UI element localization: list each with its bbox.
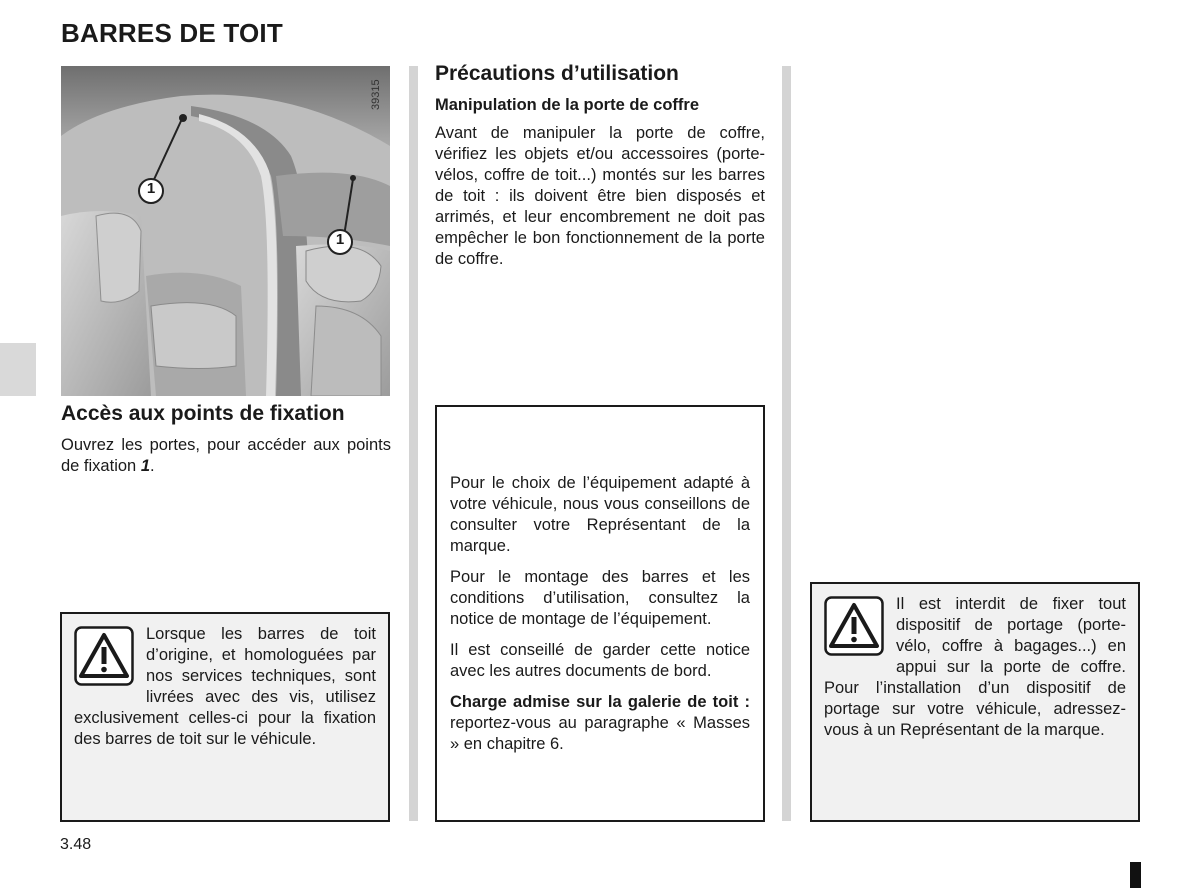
text-run: reportez-vous au paragraphe « Masses » en chapitre 6.: [450, 714, 750, 753]
warning-box: [810, 582, 1140, 822]
fixation-access-text: [61, 435, 391, 477]
info-paragraph: Pour le montage des barres et les conditions d’utilisation, consultez la notice de montage de l’équipement.: [450, 568, 750, 628]
info-paragraph: [450, 692, 750, 755]
info-paragraph: Il est conseillé de garder cette notice avec les autres documents de bord.: [450, 641, 750, 680]
sub-heading: Manipulation de la porte de coffre: [435, 96, 700, 114]
reference-number: 1: [140, 457, 150, 475]
section-heading: Accès aux points de fixation: [61, 402, 345, 425]
column-divider: [782, 66, 791, 821]
page-marker: [1130, 862, 1141, 888]
info-paragraph: Pour le choix de l’équipement adapté à votre véhicule, nous vous conseillons de consulter votre Représentant de la marque.: [450, 474, 750, 555]
text-run: Ouvrez les portes, pour accéder aux points de fixation: [61, 436, 391, 475]
page-number: 3.48: [60, 836, 92, 853]
bold-lead: Charge admise sur la galerie de toit :: [450, 693, 750, 711]
warning-triangle-icon: [824, 596, 884, 656]
middle-column: [435, 62, 765, 270]
callout-label: 1: [146, 180, 156, 197]
precaution-text: Avant de manipuler la porte de coffre, vérifiez les objets et/ou accessoires (porte-vélos, coffre de toit...) montés sur les barres de toit : ils doivent être bien disposés et arrimés, et leur encombrement ne doit pas empêcher le bon fonctionnement de la porte de coffre.: [435, 124, 765, 268]
callout-label: 1: [335, 231, 345, 248]
warning-text: Il est interdit de fixer tout dispositif de portage (porte-vélo, coffre à bagages...) en appui sur la porte de coffre. Pour l’installation d’un dispositif de portage sur votre véhicule, adressez-vous à un Représentant de la marque.: [824, 595, 1126, 739]
section-heading: Précautions d’utilisation: [435, 62, 679, 85]
text-run: .: [150, 457, 155, 475]
info-box: [435, 405, 765, 822]
column-divider: [409, 66, 418, 821]
warning-box: [60, 612, 390, 822]
warning-triangle-icon: [74, 626, 134, 686]
figure-code: 39315: [370, 79, 382, 110]
left-column: [61, 402, 391, 477]
roof-bar-fixation-photo: [61, 66, 390, 396]
warning-text: Lorsque les barres de toit d’origine, et homologuées par nos services techniques, sont livrées avec des vis, utilisez exclusivement celles-ci pour la fixation des barres de toit sur le véhicule.: [74, 625, 376, 748]
page-title: BARRES DE TOIT: [61, 18, 283, 48]
chapter-tab: [0, 343, 36, 396]
